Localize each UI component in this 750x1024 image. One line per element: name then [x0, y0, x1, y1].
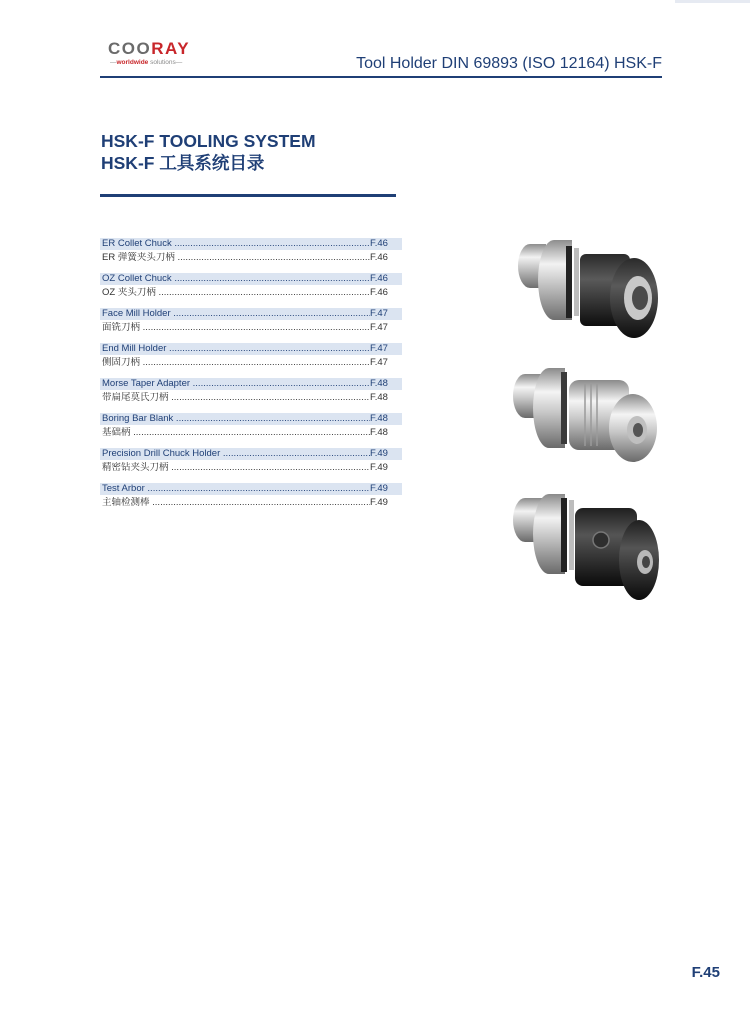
toc-entry-zh[interactable] — [100, 322, 402, 334]
toc-label: End Mill Holder ..... — [102, 343, 370, 355]
toc-entry-zh[interactable] — [100, 357, 402, 369]
toc-page: F.47 — [370, 343, 388, 354]
title-rule — [100, 194, 396, 197]
toc-page: F.46 — [370, 273, 388, 284]
toc-label: Test Arbor ..... — [102, 483, 370, 495]
toc-entry-en[interactable] — [100, 238, 402, 250]
toc-page: F.46 — [370, 287, 388, 298]
toc-label: Precision Drill Chuck Holder ..... — [102, 448, 370, 460]
toc-label: ER 弹簧夹头刀柄 ..... — [102, 252, 370, 264]
toc-item-end-mill-holder — [100, 343, 402, 378]
table-of-contents — [100, 238, 402, 518]
toc-label: 侧固刀柄 ..... — [102, 357, 370, 369]
toc-entry-zh[interactable] — [100, 462, 402, 474]
page-number: F.45 — [691, 964, 720, 981]
toc-label: Boring Bar Blank ..... — [102, 413, 370, 425]
toc-page: F.48 — [370, 413, 388, 424]
toc-page: F.46 — [370, 238, 388, 249]
toc-page: F.47 — [370, 357, 388, 368]
toc-entry-zh[interactable] — [100, 287, 402, 299]
toc-entry-zh[interactable] — [100, 252, 402, 264]
toc-entry-zh[interactable] — [100, 497, 402, 509]
toc-page: F.49 — [370, 448, 388, 459]
header-title: Tool Holder DIN 69893 (ISO 12164) HSK-F — [356, 55, 662, 72]
top-stripe — [675, 0, 750, 3]
toc-item-oz-collet-chuck — [100, 273, 402, 308]
product-image-er-collet-chuck — [508, 232, 666, 348]
toc-label: OZ Collet Chuck ..... — [102, 273, 370, 285]
toc-entry-zh[interactable] — [100, 427, 402, 439]
toc-page: F.47 — [370, 322, 388, 333]
toc-label: 面铣刀柄 ..... — [102, 322, 370, 334]
toc-entry-en[interactable] — [100, 343, 402, 355]
toc-page: F.48 — [370, 378, 388, 389]
toc-item-er-collet-chuck — [100, 238, 402, 273]
toc-entry-en[interactable] — [100, 308, 402, 320]
toc-label: Face Mill Holder ..... — [102, 308, 370, 320]
toc-page: F.49 — [370, 497, 388, 508]
toc-label: 基础柄 ..... — [102, 427, 370, 439]
toc-label: OZ 夹头刀柄 ..... — [102, 287, 370, 299]
toc-label: 主轴检测棒 ..... — [102, 497, 370, 509]
section-title — [101, 130, 316, 174]
toc-item-boring-bar-blank — [100, 413, 402, 448]
toc-entry-en[interactable] — [100, 273, 402, 285]
header-rule — [100, 76, 662, 78]
toc-page: F.49 — [370, 462, 388, 473]
toc-item-precision-drill-chuck-holder — [100, 448, 402, 483]
product-image-drill-chuck-holder — [505, 358, 665, 478]
toc-item-morse-taper-adapter — [100, 378, 402, 413]
toc-entry-en[interactable] — [100, 483, 402, 495]
toc-item-test-arbor — [100, 483, 402, 518]
logo-wordmark: COORAY — [108, 39, 191, 58]
toc-label: ER Collet Chuck ..... — [102, 238, 370, 250]
section-title-zh: HSK-F 工具系统目录 — [101, 153, 265, 173]
toc-entry-en[interactable] — [100, 413, 402, 425]
toc-page: F.49 — [370, 483, 388, 494]
toc-entry-en[interactable] — [100, 378, 402, 390]
toc-item-face-mill-holder — [100, 308, 402, 343]
section-title-en: HSK-F TOOLING SYSTEM — [101, 131, 316, 151]
toc-label: 带扁尾莫氏刀柄 ..... — [102, 392, 370, 404]
toc-label: Morse Taper Adapter ..... — [102, 378, 370, 390]
logo-tagline: —worldwide solutions— — [110, 59, 183, 66]
toc-page: F.47 — [370, 308, 388, 319]
toc-page: F.48 — [370, 427, 388, 438]
toc-page: F.46 — [370, 252, 388, 263]
product-image-end-mill-holder — [505, 486, 665, 610]
toc-page: F.48 — [370, 392, 388, 403]
toc-entry-en[interactable] — [100, 448, 402, 460]
cooray-logo — [108, 40, 218, 72]
toc-label: 精密钻夹头刀柄 ..... — [102, 462, 370, 474]
toc-entry-zh[interactable] — [100, 392, 402, 404]
